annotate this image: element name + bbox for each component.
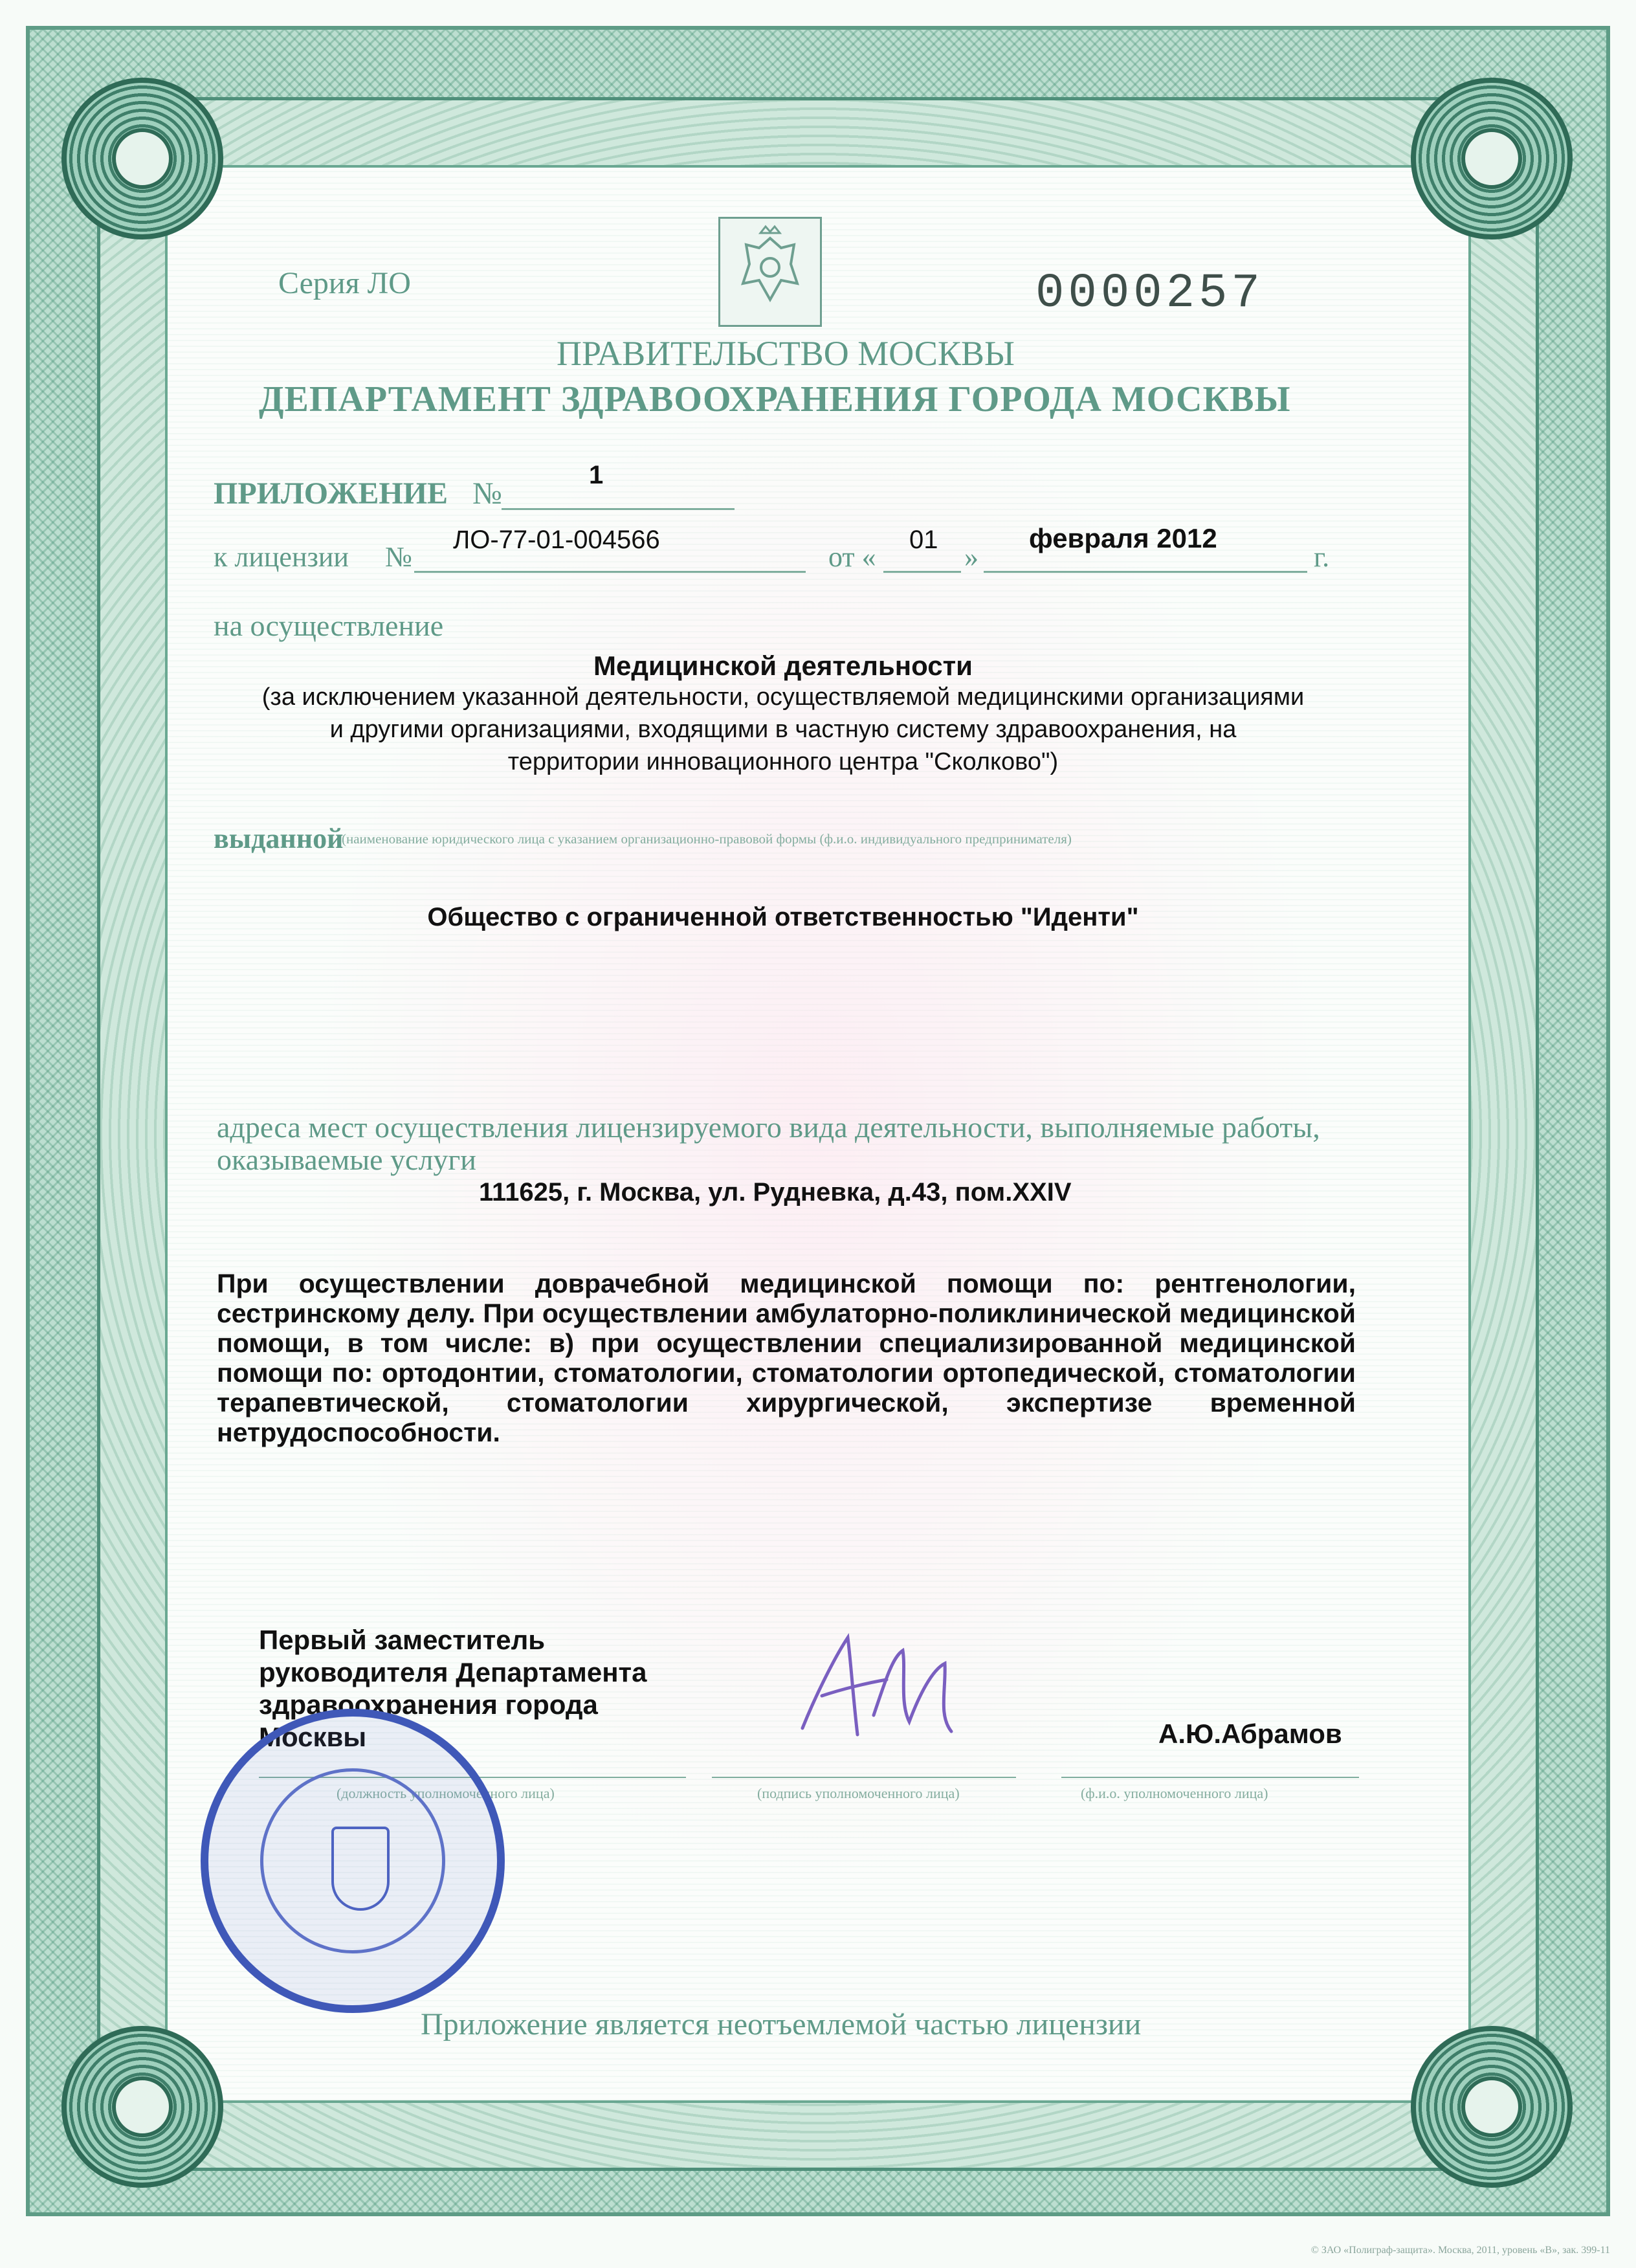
printer-note: © ЗАО «Полиграф-защита». Москва, 2011, уровень «В», зак. 399-11 bbox=[1310, 2245, 1610, 2256]
signatory-name: А.Ю.Абрамов bbox=[1158, 1718, 1342, 1749]
government-title: ПРАВИТЕЛЬСТВО МОСКВЫ bbox=[557, 334, 1015, 373]
appendix-number-line bbox=[502, 508, 735, 510]
license-day-close: » bbox=[964, 541, 978, 573]
activity-label: на осуществление bbox=[214, 609, 444, 642]
license-label: к лицензии bbox=[214, 541, 349, 573]
activity-description-line-3: территории инновационного центра "Сколково") bbox=[507, 748, 1059, 775]
caption-signature: (подпись уполномоченного лица) bbox=[757, 1785, 960, 1801]
address-label-line-1: адреса мест осуществления лицензируемого вида деятельности, выполняемые работы, bbox=[217, 1111, 1320, 1144]
serial-number: 0000257 bbox=[1035, 267, 1264, 321]
rosette-top-right-icon bbox=[1411, 78, 1573, 239]
caption-name: (ф.и.о. уполномоченного лица) bbox=[1081, 1785, 1268, 1801]
appendix-number: 1 bbox=[589, 461, 604, 489]
address-label-line-2: оказываемые услуги bbox=[217, 1143, 476, 1176]
services-text: При осуществлении доврачебной медицинской помощи по: рентгенологии, сестринскому делу. При осуществлении амбулаторно-поликлинической медицинской помощи, в том числе: в) при осуществлении специализированной медицинской помощи по: ортодонтии, стоматологии, стоматологии ортопедической, стоматологии терапевтической, стоматологии хирургической, экспертизе временной нетрудоспособности. bbox=[217, 1269, 1356, 1447]
department-title: ДЕПАРТАМЕНТ ЗДРАВООХРАНЕНИЯ ГОРОДА МОСКВЫ bbox=[259, 379, 1291, 419]
issued-organization: Общество с ограниченной ответственностью "Иденти" bbox=[427, 903, 1139, 931]
signature-line bbox=[712, 1777, 1016, 1778]
seal-coat-of-arms-icon bbox=[331, 1827, 390, 1911]
rosette-bottom-left-icon bbox=[61, 2026, 223, 2188]
signature-icon bbox=[777, 1618, 997, 1761]
appendix-number-sign: № bbox=[472, 476, 502, 511]
license-from-label: от « bbox=[828, 541, 876, 573]
license-number-line bbox=[414, 571, 806, 573]
rosette-bottom-right-icon bbox=[1411, 2026, 1573, 2188]
name-line bbox=[1061, 1777, 1359, 1778]
issued-label: выданной bbox=[214, 823, 344, 854]
issued-hint: (наименование юридического лица с указанием организационно-правовой формы (ф.и.о. индивидуального предпринимателя) bbox=[342, 831, 1072, 847]
activity-title: Медицинской деятельности bbox=[593, 650, 973, 681]
license-month-year: февраля 2012 bbox=[1029, 523, 1217, 553]
signatory-position-line-4: Москвы bbox=[259, 1722, 367, 1752]
license-number-sign: № bbox=[385, 541, 412, 573]
rosette-top-left-icon bbox=[61, 78, 223, 239]
appendix-label: ПРИЛОЖЕНИЕ bbox=[214, 476, 448, 511]
footer-statement: Приложение является неотъемлемой частью лицензии bbox=[421, 2007, 1142, 2041]
activity-description-line-1: (за исключением указанной деятельности, осуществляемой медицинскими организациями bbox=[261, 684, 1305, 711]
official-seal-icon bbox=[201, 1709, 505, 2013]
license-day: 01 bbox=[909, 526, 938, 554]
series-label: Серия ЛО bbox=[278, 266, 411, 300]
signatory-position-line-1: Первый заместитель bbox=[259, 1625, 546, 1655]
caption-position: (должность уполномоченного лица) bbox=[337, 1785, 555, 1801]
license-day-line bbox=[883, 571, 961, 573]
license-date-line bbox=[984, 571, 1307, 573]
signatory-position-line-3: здравоохранения города bbox=[259, 1689, 598, 1720]
signatory-position-line-2: руководителя Департамента bbox=[259, 1657, 647, 1687]
address-value: 111625, г. Москва, ул. Рудневка, д.43, пом.XXIV bbox=[479, 1178, 1072, 1206]
coat-of-arms-icon bbox=[718, 217, 822, 327]
activity-description-line-2: и другими организациями, входящими в частную систему здравоохранения, на bbox=[329, 716, 1237, 743]
license-number: ЛО-77-01-004566 bbox=[453, 526, 660, 554]
license-year-suffix: г. bbox=[1314, 541, 1330, 573]
